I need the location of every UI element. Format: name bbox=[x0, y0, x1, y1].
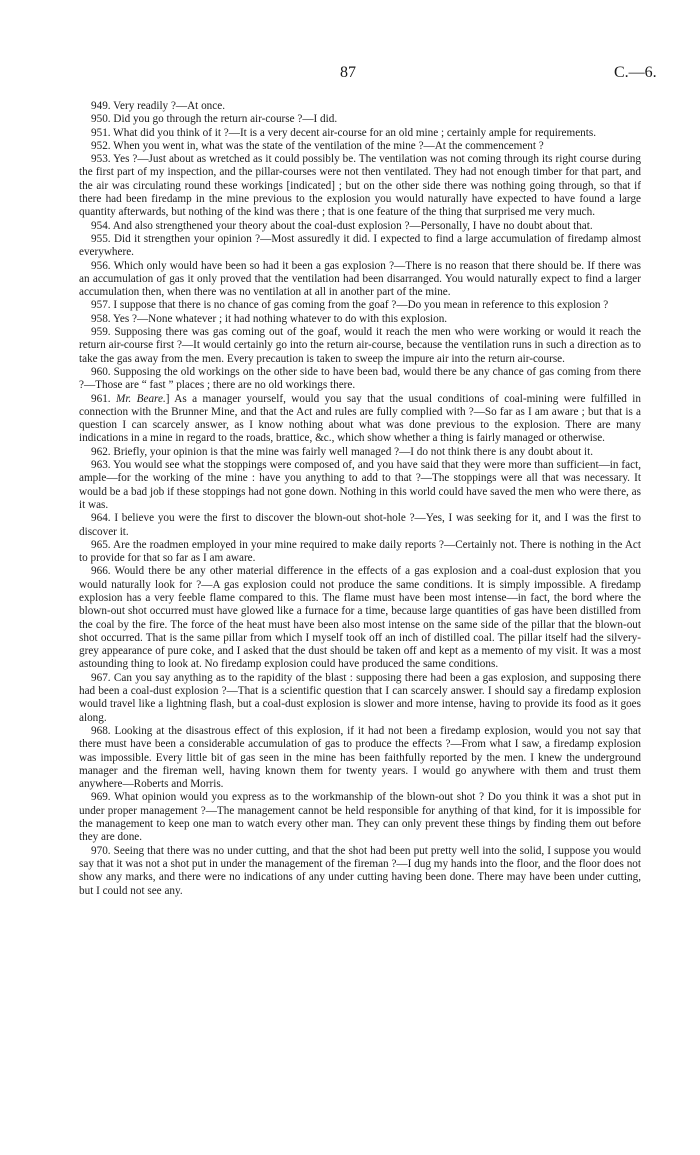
paragraph-961-text: ] As a manager yourself, would you say that the usual conditions of coal-mining were fulfilled in connection with the Brunner Mine, and that the Act and rules are fully complied with ?—So far as I am aware ; but that is a question I can scarcely answer, as I know nothing about what was done previous to the explosion. There are many indications in a mine in regard to the roads, brattice, &c., which show whether a thing is fairly managed or otherwise. bbox=[79, 392, 642, 445]
paragraph-961 bbox=[79, 393, 641, 446]
paragraph-960: 960. Supposing the old workings on the other side to have been bad, would there be any chance of gas coming from there ?—Those are “ fast ” places ; there are no old workings there. bbox=[79, 365, 641, 392]
paragraph-959: 959. Supposing there was gas coming out of the goaf, would it reach the men who were working or would it reach the return air-course first ?—It would certainly go into the return air-course, because the ventilation runs in such a direction as to take the gas away from the men. Every precaution is taken to sweep the impure air into the return air-course. bbox=[79, 326, 641, 365]
paragraph-949: 949. Very readily ?—At once. bbox=[91, 100, 226, 112]
testimony-body bbox=[79, 100, 641, 898]
paragraph-968: 968. Looking at the disastrous effect of this explosion, if it had not been a firedamp explosion, would you not say that there must have been a considerable accumulation of gas to produce the effects ?—From what I saw, a firedamp explosion was impossible. Every little bit of gas seen in the mine has been faithfully reported by the men. I knew the underground manager and the fireman well, having known them for twenty years. I would go anywhere with them and trust them anywhere—Roberts and Morris. bbox=[79, 724, 641, 791]
document-reference: C.—6. bbox=[614, 64, 657, 81]
speaker-name: Mr. Beare. bbox=[116, 392, 166, 405]
paragraph-964: 964. I believe you were the first to discover the blown-out shot-hole ?—Yes, I was seeking for it, and I was the first to discover it. bbox=[79, 512, 641, 538]
paragraph-962: 962. Briefly, your opinion is that the mine was fairly well managed ?—I do not think there is any doubt about it. bbox=[91, 445, 593, 458]
paragraph-956: 956. Which only would have been so had it been a gas explosion ?—There is no reason that there should be. If there was an accumulation of gas it only proved that the ventilation had been disarranged. You would naturally expect to find a larger accumulation then, when there was no ventilation at all in another part of the mine. bbox=[79, 259, 641, 299]
paragraph-970: 970. Seeing that there was no under cutting, and that the shot had been put pretty well into the solid, I suppose you would say that it was not a shot put in under the management of the fireman ?—I dug my hands into the floor, and the floor does not show any marks, and there were no indications of any under cutting having been done. There may have been under cutting, but I could not see any. bbox=[79, 844, 641, 897]
paragraph-951: 951. What did you think of it ?—It is a very decent air-course for an old mine ; certainly ample for requirements. bbox=[91, 126, 597, 139]
paragraph-957: 957. I suppose that there is no chance of gas coming from the goaf ?—Do you mean in reference to this explosion ? bbox=[91, 299, 609, 312]
paragraph-954: 954. And also strengthened your theory about the coal-dust explosion ?—Personally, I have no doubt about that. bbox=[91, 219, 593, 232]
paragraph-955: 955. Did it strengthen your opinion ?—Most assuredly it did. I expected to find a large accumulation of firedamp almost everywhere. bbox=[79, 232, 641, 259]
paragraph-950: 950. Did you go through the return air-course ?—I did. bbox=[91, 113, 338, 126]
paragraph-952: 952. When you went in, what was the state of the ventilation of the mine ?—At the commencement ? bbox=[91, 139, 544, 152]
paragraph-965: 965. Are the roadmen employed in your mine required to make daily reports ?—Certainly not. There is nothing in the Act to provide for that so far as I am aware. bbox=[79, 538, 641, 565]
paragraph-966: 966. Would there be any other material difference in the effects of a gas explosion and a coal-dust explosion that you would naturally look for ?—A gas explosion could not produce the same conditions. It is simply impossible. A firedamp explosion has a very feeble flame compared to this. The flame must have been most intense—in fact, the bord where the blown-out shot occurred must have glowed like a furnace for a time, because large quantities of gas have been distilled from the coal by the fire. The force of the heat must have been also most intense on the same side of the pillar that the blown-out shot occurred. That is the same pillar from which I myself took off an inch of distilled coal. The pillar itself had the silvery-grey appearance of pure coke, and I asked that the dust should be taken off and kept as a memento of my visit. It was a most astounding thing to look at. No firedamp explosion could have produced the same conditions. bbox=[79, 565, 641, 671]
paragraph-953: 953. Yes ?—Just about as wretched as it could possibly be. The ventilation was not coming through its right course during the first part of my inspection, and the pillar-courses were not then ventilated. They had not enough timber for that part, and the air was circulating round these workings [indicated] ; but on the other side there was nothing going through, so that if there had been firedamp in the mine previous to the explosion you would naturally have expected to have found a large quantity afterwards, but nothing of the kind was there ; that is one feature of the thing that surprised me very much. bbox=[79, 153, 641, 219]
paragraph-969: 969. What opinion would you express as to the workmanship of the blown-out shot ? Do you think it was a shot put in under proper management ?—The management cannot be held responsible for anything of that kind, for it is impossible for the management to keep one man to watch every other man. They can only prevent these things by finding them out before they are done. bbox=[79, 791, 641, 844]
page-header bbox=[0, 64, 700, 86]
paragraph-967: 967. Can you say anything as to the rapidity of the blast : supposing there had been a gas explosion, and supposing there had been a coal-dust explosion ?—That is a scientific question that I can scarcely answer. I should say a firedamp explosion would travel like a lightning flash, but a coal-dust explosion is slower and more intense, having to provide its food as it goes along. bbox=[79, 671, 641, 724]
paragraph-958: 958. Yes ?—None whatever ; it had nothing whatever to do with this explosion. bbox=[91, 312, 448, 325]
paragraph-963: 963. You would see what the stoppings were composed of, and you have said that they were more than sufficient—in fact, ample—for the working of the mine : have you anything to add to that ?—The stoppings were all that was necessary. It would be a bad job if these stoppings had not gone down. Nothing in this world could have saved the men who were there, as it was. bbox=[79, 459, 641, 511]
paragraph-961-number: 961. bbox=[91, 392, 116, 405]
page-number: 87 bbox=[340, 64, 356, 81]
